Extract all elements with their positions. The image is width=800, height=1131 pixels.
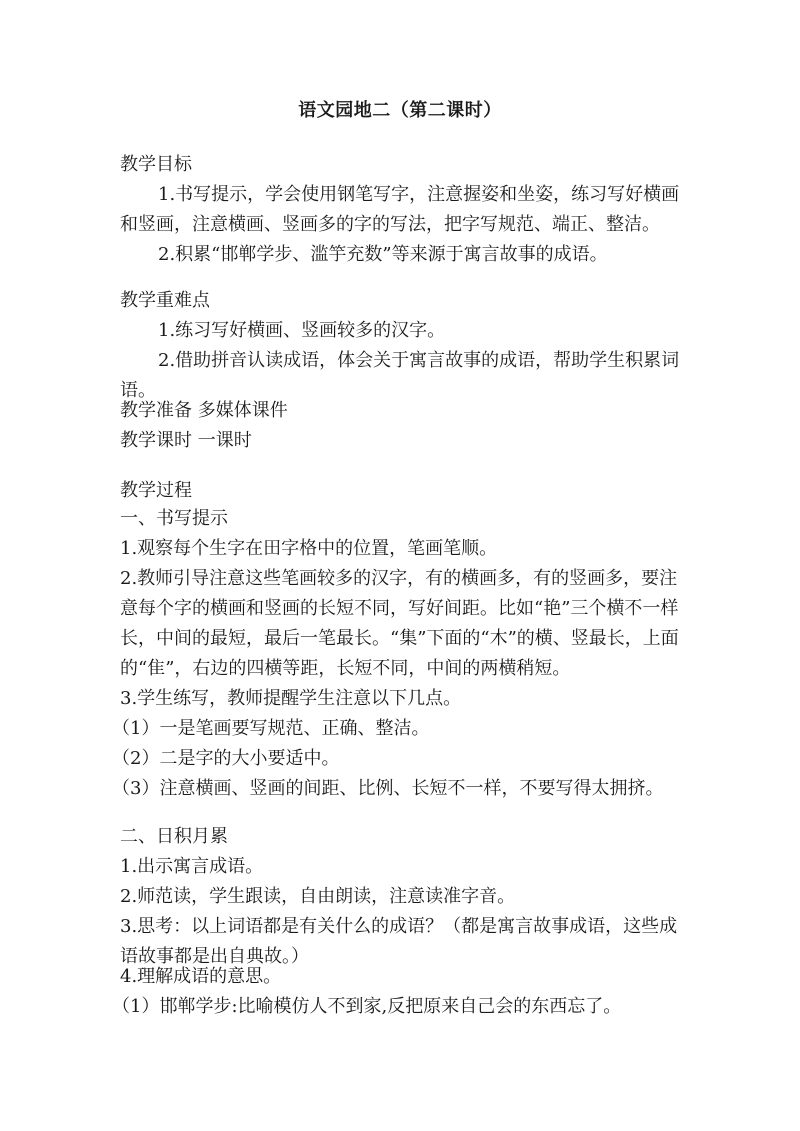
section2-step-1: 1.出示寓言成语。 [120, 856, 264, 877]
section1-step-3: 3.学生练写，教师提醒学生注意以下几点。 [120, 688, 462, 709]
key-point-item-2: 2.借助拼音认读成语，体会关于寓言故事的成语，帮助学生积累词语。 [120, 350, 680, 401]
objective-item-1: 1.书写提示，学会使用钢笔写字，注意握姿和坐姿，练习写好横画和竖画，注意横画、竖画多的字的写法，把字写规范、端正、整洁。 [120, 184, 680, 235]
section2-title: 二、日积月累 [120, 826, 228, 847]
key-point-item-1: 1.练习写好横画、竖画较多的汉字。 [158, 320, 446, 341]
section1-point-2: （2）二是字的大小要适中。 [112, 748, 340, 769]
section1-point-3: （3）注意横画、竖画的间距、比例、长短不一样，不要写得太拥挤。 [112, 778, 664, 799]
section2-point-1: （1）邯郸学步:比喻模仿人不到家,反把原来自己会的东西忘了。 [112, 996, 622, 1017]
section1-point-1: （1）一是笔画要写规范、正确、整洁。 [112, 718, 430, 739]
key-points-heading: 教学重难点 [120, 290, 210, 311]
section1-step-2: 2.教师引导注意这些笔画较多的汉字，有的横画多，有的竖画多，要注意每个字的横画和竖画的长短不同，写好间距。比如“艳”三个横不一样长，中间的最短，最后一笔最长。“集”下面的“木”的横、竖最长，上面的“隹”，右边的四横等距，长短不同，中间的两横稍短。 [120, 568, 679, 679]
objectives-heading: 教学目标 [120, 154, 192, 175]
section2-step-2: 2.师范读，学生跟读，自由朗读，注意读准字音。 [120, 886, 516, 907]
preparation-line: 教学准备 多媒体课件 [120, 400, 288, 421]
section2-step-4: 4.理解成语的意思。 [120, 966, 282, 987]
section2-step-3: 3.思考：以上词语都是有关什么的成语？（都是寓言故事成语，这些成语故事都是出自典故。） [120, 916, 678, 967]
process-heading: 教学过程 [120, 480, 192, 501]
page-title: 语文园地二（第二课时） [298, 100, 502, 121]
periods-line: 教学课时 一课时 [120, 430, 252, 451]
section1-step-1: 1.观察每个生字在田字格中的位置，笔画笔顺。 [120, 538, 498, 559]
objective-item-2: 2.积累“邯郸学步、滥竽充数”等来源于寓言故事的成语。 [158, 244, 608, 265]
section1-title: 一、书写提示 [120, 508, 228, 529]
